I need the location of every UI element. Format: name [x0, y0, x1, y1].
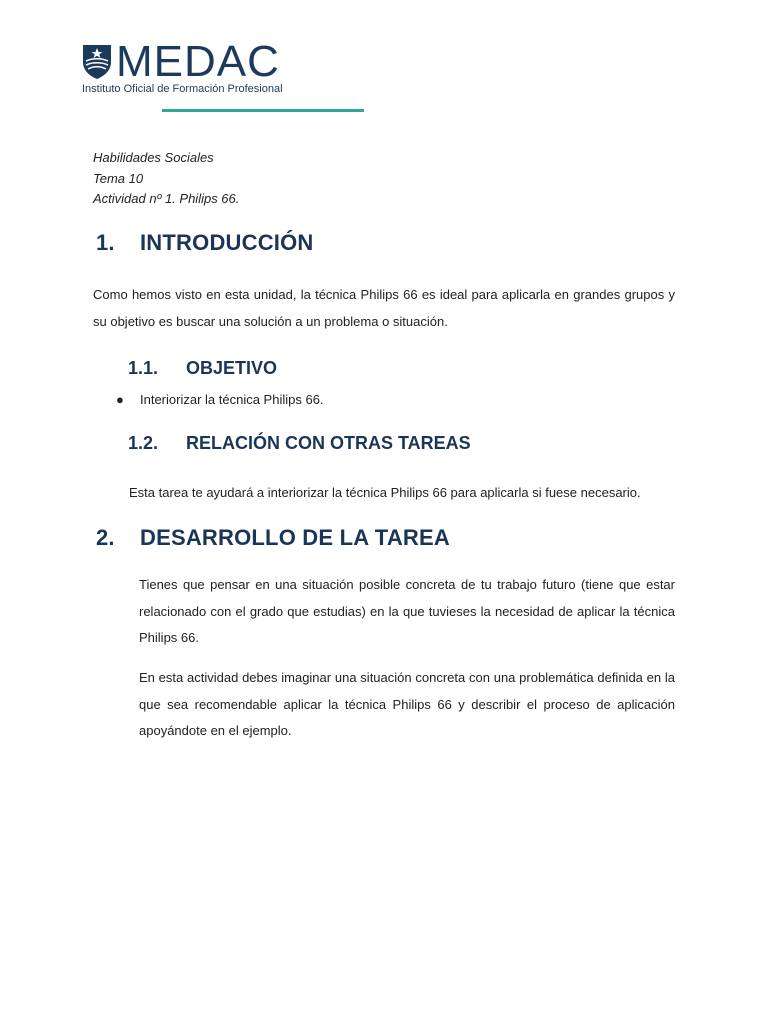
- desarrollo-paragraph-1: Tienes que pensar en una situación posible concreta de tu trabajo futuro (tiene que estar relacionado con el grado que estudias) en la que tuvieses la necesidad de aplicar la técnica Philips 66.: [139, 577, 675, 645]
- bullet-text: Interiorizar la técnica Philips 66.: [140, 392, 324, 407]
- objetivo-list-item: [116, 392, 324, 407]
- heading-title: OBJETIVO: [186, 358, 278, 378]
- heading-objetivo: [128, 358, 277, 379]
- logo-underline: [162, 109, 364, 112]
- heading-desarrollo: [96, 525, 450, 551]
- document-meta: [93, 148, 239, 210]
- activity-line: Actividad nº 1. Philips 66.: [93, 191, 240, 206]
- heading-title: DESARROLLO DE LA TAREA: [140, 525, 450, 550]
- desarrollo-paragraph-2: En esta actividad debes imaginar una situación concreta con una problemática definida en la que sea recomendable aplicar la técnica Philips 66 y describir el proceso de aplicación apoyándote en el ejemplo.: [139, 670, 675, 738]
- heading-number: 1.2.: [128, 433, 159, 453]
- intro-paragraph: Como hemos visto en esta unidad, la técnica Philips 66 es ideal para aplicarla en grandes grupos y su objetivo es buscar una solución a un problema o situación.: [93, 287, 675, 329]
- relacion-paragraph: Esta tarea te ayudará a interiorizar la técnica Philips 66 para aplicarla si fuese necesario.: [129, 485, 641, 500]
- subject-line: Habilidades Sociales: [93, 150, 214, 165]
- heading-number: 1.: [96, 230, 115, 255]
- heading-introduccion: [96, 230, 314, 256]
- heading-number: 1.1.: [128, 358, 159, 378]
- medac-logo: [80, 37, 365, 114]
- heading-relacion: [128, 433, 471, 454]
- logo-subtitle: Instituto Oficial de Formación Profesional: [82, 83, 283, 95]
- shield-icon: [82, 44, 112, 80]
- heading-title: RELACIÓN CON OTRAS TAREAS: [186, 433, 471, 453]
- heading-number: 2.: [96, 525, 115, 550]
- heading-title: INTRODUCCIÓN: [140, 230, 314, 255]
- logo-wordmark: MEDAC: [116, 37, 280, 86]
- topic-line: Tema 10: [93, 170, 144, 186]
- bullet-icon: ●: [116, 392, 124, 407]
